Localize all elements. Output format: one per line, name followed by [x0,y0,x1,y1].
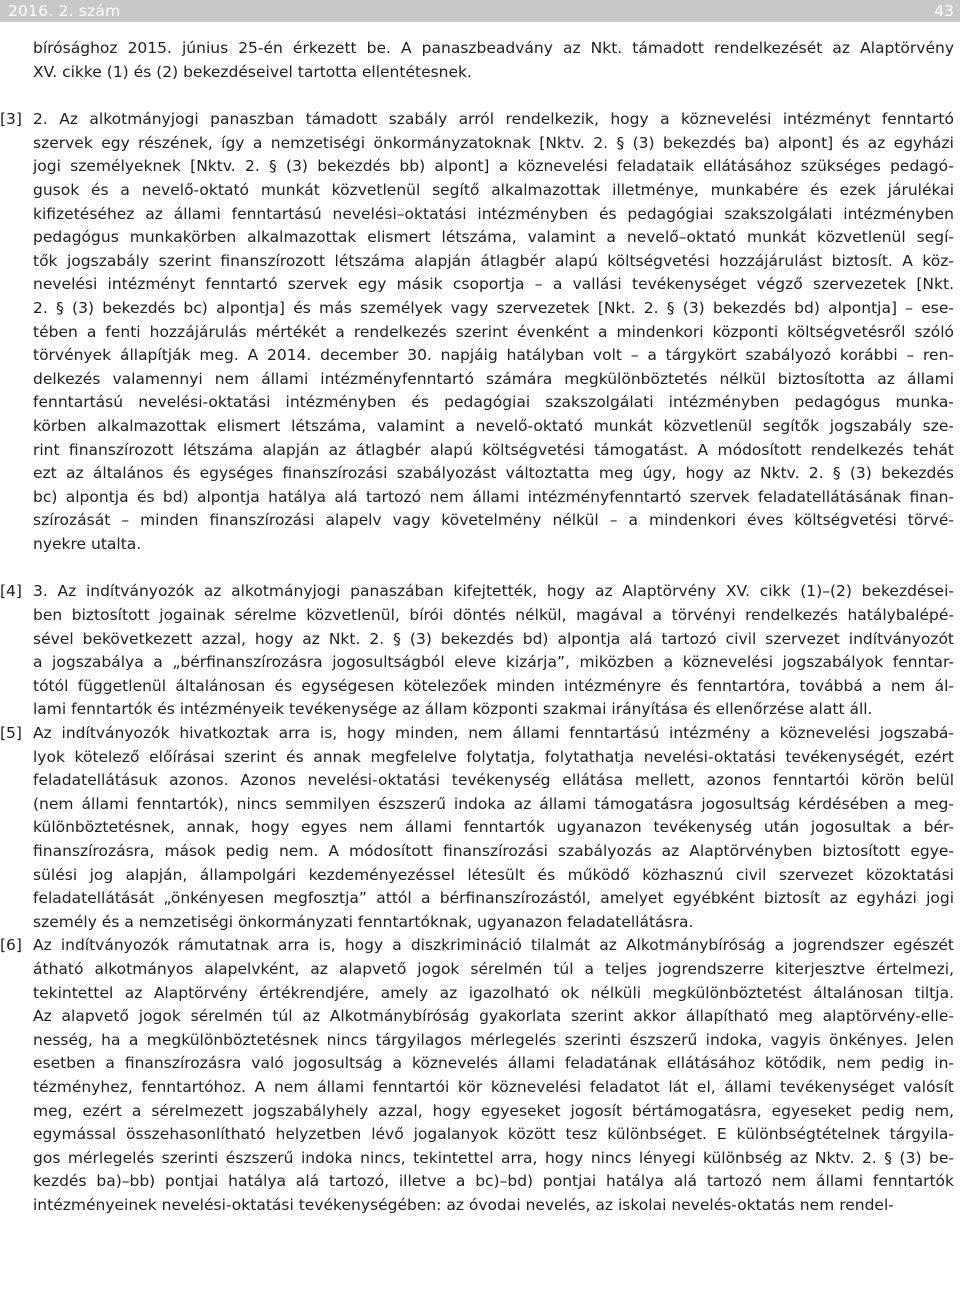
text-line: átható alkotmányos alapelvként, az alapvető jogok sérelmén túl a teljes jogrendszerre kiterjesztve értelmezi, [33,959,954,978]
text-line: jogi személyeknek [Nktv. 2. § (3) bekezdés bb) alpont] a köznevelési feladataik ellátásához szükséges pedagó- [33,157,954,176]
text-line: finanszírozásra, mások pedig nem. A módosított finanszírozási szabályozás az Alaptörvényben biztosított egye- [33,842,954,860]
text-line: Az indítványozók rámutatnak arra is, hogy a diszkrimináció tilalmát az Alkotmánybíróság a jogrendszer egészét [33,936,954,955]
paragraph-6 [0,934,960,1217]
text-line: fenntartású nevelési-oktatási intézményben és pedagógiai szakszolgálati intézményben pedagógus munka- [33,393,954,412]
text-line: delkezés valamennyi nem állami intézményfenntartó számára megkülönböztetés nélkül biztosította az állami [33,369,954,388]
text-line: nyekre utalta. [33,534,142,553]
text-line: kifizetéséhez az állami fenntartású nevelési–oktatási intézményben és pedagógiai szakszolgálati intézményben [33,204,954,223]
text-line: a jogszabálya a „bérfinanszírozásra jogosultságból eleve kizárja”, miközben a köznevelési jogszabályok fenntar- [33,653,954,672]
text-line: meg, ezért a sérelmezett jogszabályhely azzal, hogy egyeseket jogosít bértámogatásra, egyeseket pedig nem, [33,1101,954,1120]
text-line: törvények állapítják meg. A 2014. december 30. napjáig hatályban volt – a tárgykört szabályozó korábbi – ren- [33,346,954,365]
paragraph-marker: [6] [0,936,22,955]
text-line: személy és a nemzetiségi önkormányzati fenntartóknak, ugyanazon feladatellátásra. [33,912,694,931]
page-number: 43 [934,2,954,20]
text-line: körben alkalmazottak elismert létszáma, valamint a nevelő-oktató munkát közvetlenül segítők jogszabály sze- [33,416,954,435]
text-line: 2. Az alkotmányjogi panaszban támadott szabály arról rendelkezik, hogy a köznevelési intézményt fenntartó [33,110,954,129]
paragraph-continuation [0,37,960,84]
text-line: gusok és a nevelő-oktató munkát közvetlenül segítő alkalmazottak illetménye, munkabére és ezek járulékai [33,180,954,199]
text-line: egymással összehasonlítható helyzetben lévő jogalanyok között tesz különbséget. E különbségtételnek tárgyila- [33,1125,954,1144]
text-line: feladatellátásuk azonos. Azonos nevelési-oktatási tevékenység ellátása mellett, azonos fenntartói körön belül [33,771,954,790]
text-line: lami fenntartók és intézményeik tevékenysége az állam központi szakmai irányítása és ellenőrzése alatt áll. [33,700,873,719]
text-line: nevelési intézményt fenntartó szervek egy másik csoportja – a vallási tevékenységet végző szervezetek [Nkt. [33,275,954,294]
text-line: (nem állami fenntartók), nincs semmilyen észszerű indoka az állami támogatásra jogosultság kérdésében a meg- [33,794,954,813]
text-line: szírozását – minden finanszírozási alapelv vagy követelmény nélkül – a mindenkori éves költségvetési törvé- [33,511,954,530]
text-line: tében a fenti hozzájárulás mértékét a rendelkezés szerint évenként a mindenkori központi költségvetésről szóló [33,322,954,341]
paragraph-marker: [3] [0,110,22,129]
text-line: ben biztosított jogainak sérelme közvetlenül, bírói döntés nélkül, magával a törvényi rendelkezés hatálybalépé- [33,606,954,625]
issue-label: 2016. 2. szám [8,2,121,20]
text-line: tők jogszabály szerint finanszírozott létszáma alapján átlagbér alapú költségvetési hozzájárulást biztosít. A köz- [33,251,954,270]
text-line: sülési jog alapján, állampolgári kezdeményezéssel létesült és működő közhasznú civil szervezet közoktatási [33,865,954,884]
text-line: tekintettel az Alaptörvény értékrendjére, amely az igazolható ok nélküli megkülönböztetést általánosan tiltja. [33,983,954,1002]
paragraph-5 [0,722,960,934]
paragraph-marker: [4] [0,582,22,601]
text-line: különböztetésnek, annak, hogy egyes nem állami fenntartók ugyanazon tevékenység után jogosultak a bér- [33,818,954,837]
paragraph-marker: [5] [0,724,22,743]
text-line: pedagógus munkakörben alkalmazottak elismert létszáma, valamint a nevelő–oktató munkát közvetlenül segí- [33,228,954,247]
text-line: sével bekövetkezett azzal, hogy az Nkt. 2. § (3) bekezdés bd) alpontja alá tartozó civil szervezet indítványozót [33,629,954,648]
text-line: 3. Az indítványozók az alkotmányjogi panaszában kifejtették, hogy az Alaptörvény XV. cikk (1)–(2) bekezdései- [33,582,954,601]
text-line: Az indítványozók hivatkoztak arra is, hogy minden, nem állami fenntartású intézmény a köznevelési jogszabá- [33,724,954,743]
text-line: intézményeinek nevelési-oktatási tevékenységében: az óvodai nevelés, az iskolai nevelés-oktatás nem rendel- [33,1195,894,1214]
text-line: gos mérlegelés szerinti észszerű indoka nincs, tekintettel arra, hogy nincs lényegi különbség az Nktv. 2. § (3) be- [33,1148,954,1167]
text-line: feladatellátását „önkényesen megfosztja” attól a bérfinanszírozástól, amelyet egyébként biztosít az egyházi jogi [33,889,954,908]
text-line: XV. cikke (1) és (2) bekezdéseivel tartotta ellentétesnek. [33,62,472,81]
paragraph-4 [0,580,960,722]
text-line: lyok kötelező előírásai szerint és annak megfelelve folytatja, folytathatja nevelési-oktatási tevékenységét, ezért [33,747,954,766]
text-line: kezdés ba)–bb) pontjai hatálya alá tartozó, illetve a bc)–bd) pontjai hatálya alá tartozó nem állami fenntartók [33,1172,954,1191]
text-line: nesség, ha a megkülönböztetésnek nincs tárgyilagos mérlegelés szerinti észszerű indoka, vagyis önkényes. Jelen [33,1030,954,1049]
text-line: 2. § (3) bekezdés bc) alpontja] és más személyek vagy szervezetek [Nkt. 2. § (3) bekezdés bd) alpontja] – ese- [33,298,954,317]
paragraph-3 [0,108,960,556]
text-line: bc) alpontja és bd) alpontja hatálya alá tartozó nem állami intézményfenntartó szervek feladatellátásának finan- [33,487,954,506]
text-line: tótól függetlenül általánosan és egységesen kötelezőek minden intézményre és fenntartóra, továbbá a nem ál- [33,676,954,695]
text-line: Az alapvető jogok sérelmén túl az Alkotmánybíróság gyakorlata szerint akkor állapítható meg alaptörvény-elle- [33,1007,954,1026]
text-line: bírósághoz 2015. június 25-én érkezett be. A panaszbeadvány az Nkt. támadott rendelkezését az Alaptörvény [33,39,954,57]
text-line: tézményhez, fenntartóhoz. A nem állami fenntartói kör köznevelési feladatot lát el, állami tevékenységet valósít [33,1077,954,1096]
running-header [0,0,960,22]
text-line: rint finanszírozott létszáma alapján az átlagbér alapú költségvetési támogatást. A módosított rendelkezés tehát [33,440,954,459]
text-line: ezt az általános és egységes finanszírozási szabályozást változtatta meg úgy, hogy az Nktv. 2. § (3) bekezdés [33,464,954,483]
text-line: esetben a finanszírozásra való jogosultság a köznevelés állami feladatának ellátásához kötődik, nem pedig in- [33,1054,954,1073]
document-body [0,37,960,1218]
text-line: szervek egy részének, így a nemzetiségi önkormányzatoknak [Nktv. 2. § (3) bekezdés ba) alpont] és az egyházi [33,133,954,152]
